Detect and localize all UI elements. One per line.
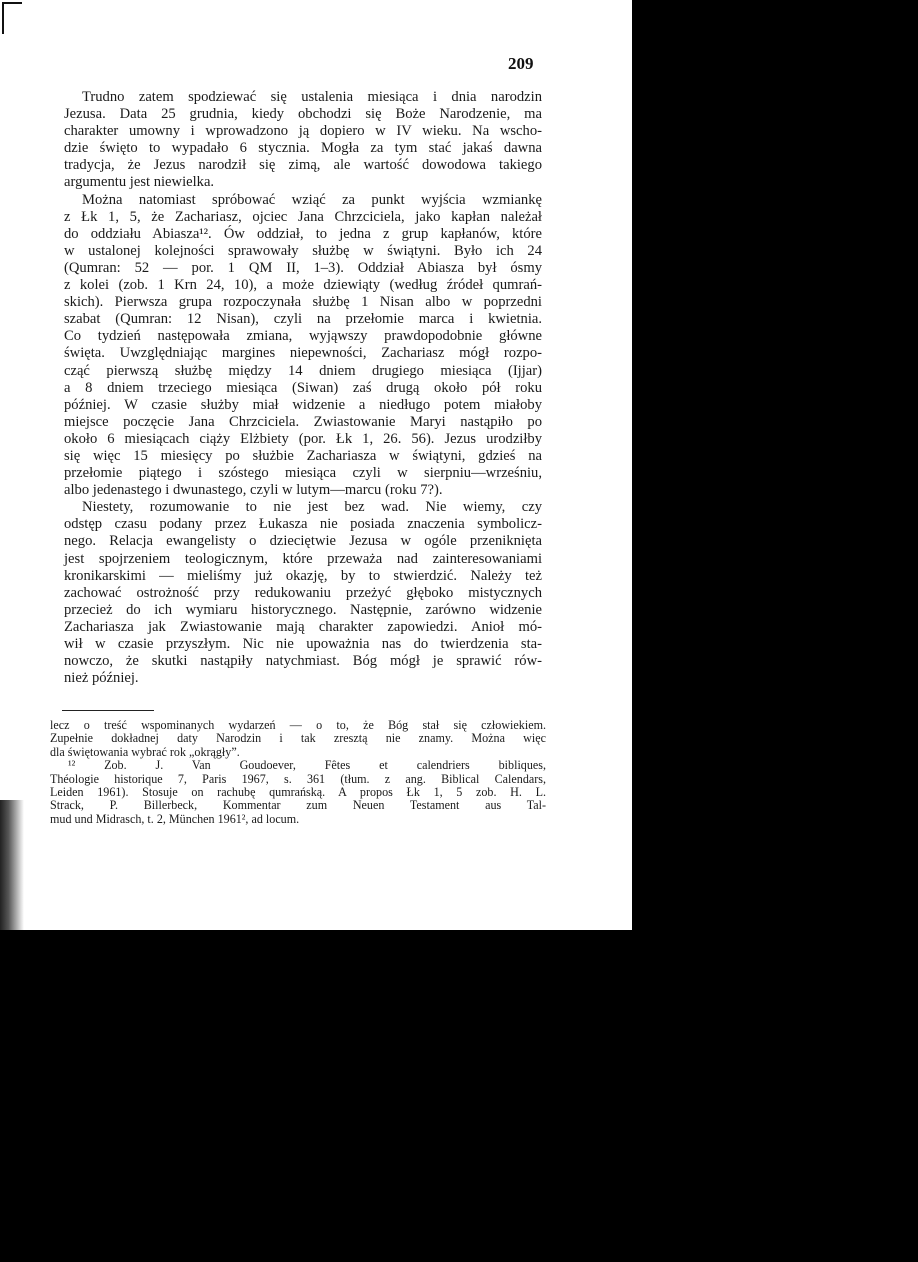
text-line: około 6 miesiącach ciąży Elżbiety (por. Łk 1, 26. 56). Jezus urodziłby: [64, 430, 542, 447]
text-line: z Łk 1, 5, że Zachariasz, ojciec Jana Chrzciciela, jako kapłan należał: [64, 208, 542, 225]
text-line: skich). Pierwsza grupa rozpoczynała służbę 1 Nisan albo w poprzedni: [64, 294, 542, 311]
footnotes: [50, 719, 546, 826]
text-line: święta. Uwzględniając margines niepewności, Zachariasz mógł rozpo-: [64, 345, 542, 362]
text-line: nego. Relacja ewangelisty o dzieciętwie Jezusa w ogóle przeniknięta: [64, 533, 542, 550]
text-line: nowczo, że skutki nastąpiły natychmiast. Bóg mógł je sprawić rów-: [64, 653, 542, 670]
crop-mark: [2, 2, 22, 34]
body-text: [64, 89, 542, 687]
text-line: Można natomiast spróbować wziąć za punkt wyjścia wzmiankę: [82, 191, 542, 208]
footnote-line: Leiden 1961). Stosuje on rachubę qumrańską. A propos Łk 1, 5 zob. H. L.: [50, 785, 546, 800]
footnote-line: ¹² Zob. J. Van Goudoever, Fêtes et calendriers bibliques,: [68, 758, 546, 773]
footnote-line: Théologie historique 7, Paris 1967, s. 361 (tłum. z ang. Biblical Calendars,: [50, 771, 546, 786]
text-line: wił w czasie przyszłym. Nic nie upoważnia nas do twierdzenia sta-: [64, 636, 542, 652]
text-line: Trudno zatem spodziewać się ustalenia miesiąca i dnia narodzin: [82, 89, 542, 105]
text-line: Zachariasza jak Zwiastowanie mają charakter zapowiedzi. Anioł mó-: [64, 618, 542, 635]
text-line: Co tydzień następowała zmiana, wyjąwszy prawdopodobnie główne: [64, 328, 542, 345]
scan-background-bottom: [0, 930, 918, 1262]
text-line: miejsce poczęcie Jana Chrzciciela. Zwiastowanie Maryi nastąpiło po: [64, 413, 542, 430]
text-line: Niestety, rozumowanie to nie jest bez wad. Nie wiemy, czy: [82, 499, 542, 516]
text-line: jest spojrzeniem teologicznym, które przeważa nad zainteresowaniami: [64, 550, 542, 567]
footnote-line: dla świętowania wybrać rok „okrągły”.: [50, 744, 240, 759]
text-line: nież później.: [64, 670, 139, 687]
text-line: przecież do ich wymiaru historycznego. Następnie, zarówno widzenie: [64, 601, 542, 618]
text-line: się więc 15 miesięcy po służbie Zachariasza w świątyni, gdzieś na: [64, 447, 542, 464]
text-line: Jezusa. Data 25 grudnia, kiedy obchodzi się Boże Narodzenie, ma: [64, 106, 542, 123]
text-line: cząć pierwszą służbę między 14 dniem drugiego miesiąca (Ijjar): [64, 362, 542, 379]
footnote-line: lecz o treść wspominanych wydarzeń — o to, że Bóg stał się człowiekiem.: [50, 718, 546, 732]
text-line: albo jedenastego i dwunastego, czyli w lutym—marcu (roku 7?).: [64, 482, 443, 499]
text-line: dzie święto to wypadało 6 stycznia. Mogła za tym stać jakaś dawna: [64, 140, 542, 157]
page-number: 209: [508, 54, 534, 73]
text-line: kronikarskimi — mieliśmy już okazję, by to stwierdzić. Należy też: [64, 567, 542, 584]
text-line: szabat (Qumran: 12 Nisan), czyli na przełomie marca i kwietnia.: [64, 311, 542, 328]
text-line: z kolei (zob. 1 Krn 24, 10), a może dziewiąty (według źródeł qumrań-: [64, 277, 542, 294]
footnote-line: Strack, P. Billerbeck, Kommentar zum Neuen Testament aus Tal-: [50, 798, 546, 813]
scan-edge-shadow: [0, 800, 24, 930]
footnote-line: mud und Midrasch, t. 2, München 1961², ad locum.: [50, 811, 300, 826]
text-line: a 8 dniem trzeciego miesiąca (Siwan) zaś drugą około pół roku: [64, 379, 542, 396]
text-line: odstęp czasu podany przez Łukasza nie posiada znaczenia symbolicz-: [64, 516, 542, 533]
text-line: w ustalonej kolejności sprawowały służbę w świątyni. Było ich 24: [64, 242, 542, 259]
text-line: tradycja, że Jezus narodził się zimą, ale wartość dowodowa takiego: [64, 157, 542, 174]
footnote-line: Zupełnie dokładnej daty Narodzin i tak zresztą nie znamy. Można więc: [50, 731, 546, 746]
text-line: później. W czasie służby miał widzenie a niedługo potem miałoby: [64, 396, 542, 413]
text-line: argumentu jest niewielka.: [64, 174, 215, 191]
text-line: do oddziału Abiasza¹². Ów oddział, to jedna z grup kapłanów, które: [64, 225, 542, 242]
text-line: zachować ostrożność przy redukowaniu przeżyć głęboko mistycznych: [64, 584, 542, 601]
text-line: charakter umowny i wprowadzono ją dopiero w IV wieku. Na wscho-: [64, 123, 542, 140]
footnote-separator: [62, 710, 154, 711]
text-line: (Qumran: 52 — por. 1 QM II, 1–3). Oddział Abiasza był ósmy: [64, 259, 542, 276]
text-line: przełomie piątego i szóstego miesiąca czyli w sierpniu—wrześniu,: [64, 465, 542, 482]
